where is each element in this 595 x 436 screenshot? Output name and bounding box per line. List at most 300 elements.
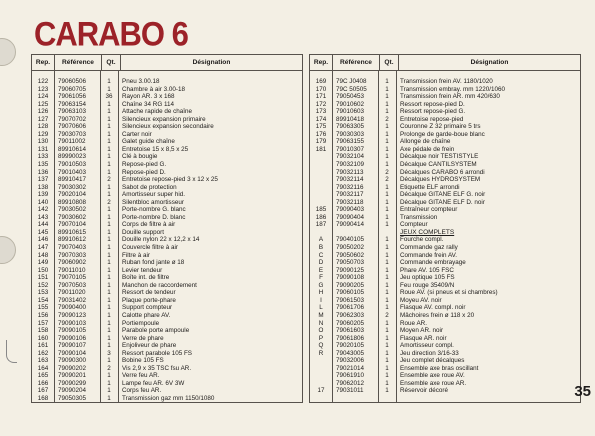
cell-qt: 1 [107, 138, 111, 146]
cell-qt: 1 [385, 244, 389, 252]
table-row [32, 380, 302, 388]
cell-designation: Lampe feu AR. 6V 3W [122, 379, 185, 387]
table-row [310, 116, 580, 124]
cell-ref: 79011010 [58, 266, 86, 274]
cell-designation: Filtre à air [122, 251, 150, 259]
cell-ref: 79C 50505 [336, 85, 367, 93]
table-row [32, 229, 302, 237]
table-row [32, 131, 302, 139]
table-row [32, 161, 302, 169]
cell-designation: Couronne Z 32 primaire 5 trs [400, 123, 481, 131]
cell-rep [310, 191, 332, 199]
cell-rep: 169 [315, 78, 327, 85]
cell-qt: 1 [385, 213, 389, 221]
cell-rep: E [318, 266, 324, 274]
cell-rep [310, 199, 332, 207]
cell-qt: 1 [107, 281, 111, 289]
cell-qt: 1 [107, 327, 111, 335]
cell-qt: 1 [385, 236, 389, 244]
cell-rep: 155 [37, 304, 49, 312]
table-row [32, 395, 302, 403]
cell-rep: 185 [315, 206, 327, 214]
cell-rep: 144 [37, 221, 49, 229]
cell-qt: 36 [105, 93, 113, 101]
cell-rep: 126 [37, 108, 49, 116]
cell-ref: 79090103 [58, 319, 87, 327]
table-row [32, 335, 302, 343]
page-number: 35 [574, 383, 591, 400]
cell-designation: Repose-pied D. [122, 168, 166, 176]
cell-ref: 79063154 [58, 100, 87, 108]
table-row [310, 191, 580, 199]
cell-designation: Parabole porte ampoule [122, 327, 190, 335]
cell-designation: Verre feu AR. [122, 372, 160, 380]
table-row [310, 357, 580, 365]
cell-ref: 79090104 [58, 349, 87, 357]
cell-rep [310, 161, 332, 169]
cell-rep: 156 [37, 311, 49, 319]
table-row [310, 86, 580, 94]
table-row [32, 267, 302, 275]
cell-ref: 79090204 [58, 387, 87, 395]
table-row [310, 274, 580, 282]
cell-rep [310, 184, 332, 192]
cell-ref: 79090105 [58, 327, 87, 335]
cell-qt: 1 [385, 251, 389, 259]
cell-ref: 89910418 [336, 115, 365, 123]
cell-ref: 79060205 [336, 319, 365, 327]
cell-rep: 138 [37, 183, 49, 191]
cell-qt: 1 [385, 342, 389, 350]
cell-rep: D [318, 259, 324, 267]
cell-ref: 79070104 [58, 221, 87, 229]
binder-hole-top [0, 38, 16, 66]
cell-designation: Jeu optique 105 FS [400, 274, 455, 282]
table-row [32, 259, 302, 267]
cell-rep: 175 [315, 123, 327, 131]
cell-qt: 1 [385, 206, 389, 214]
cell-rep: G [318, 281, 324, 289]
cell-designation: Phare AV. 105 FSC [400, 266, 454, 274]
table-row [32, 387, 302, 395]
table-row [32, 252, 302, 260]
cell-qt: 1 [107, 387, 111, 395]
cell-designation: Allonge de chaîne [400, 138, 451, 146]
cell-ref: 79030703 [58, 130, 87, 138]
table-row [310, 101, 580, 109]
table-row [310, 350, 580, 358]
cell-ref: 79090205 [336, 281, 365, 289]
cell-designation: Clé à bougie [122, 153, 158, 161]
cell-rep [310, 357, 332, 365]
cell-rep: 181 [315, 145, 327, 153]
cell-designation: Décalques CARABO 6 arrondi [400, 168, 485, 176]
cell-qt: 1 [107, 296, 111, 304]
cell-qt: 1 [107, 319, 111, 327]
cell-rep: 150 [37, 266, 49, 274]
cell-designation: Galet guide chaîne [122, 138, 175, 146]
cell-rep: C [318, 251, 324, 259]
table-row [310, 282, 580, 290]
cell-qt: 1 [107, 274, 111, 282]
cell-ref: 79050453 [336, 93, 365, 101]
cell-ref: 79090400 [58, 304, 87, 312]
cell-designation: Décalque GITANE ELF G. noir [400, 191, 486, 199]
table-row [310, 221, 580, 229]
table-row [32, 357, 302, 365]
cell-designation: Manchon de raccordement [122, 281, 197, 289]
cell-rep: 172 [315, 100, 327, 108]
cell-designation: Chambre à air 3.00-18 [122, 85, 186, 93]
cell-qt: 2 [385, 115, 389, 123]
cell-rep: N [318, 319, 324, 327]
table-row [310, 146, 580, 154]
cell-designation: Transmission [400, 213, 438, 221]
cell-qt: 1 [107, 168, 111, 176]
cell-qt: 1 [107, 372, 111, 380]
cell-rep: 163 [37, 357, 49, 365]
cell-ref [332, 229, 378, 237]
cell-ref: 79061503 [336, 296, 365, 304]
table-row [310, 108, 580, 116]
table-row [32, 184, 302, 192]
cell-qt: 1 [385, 274, 389, 282]
cell-qt: 1 [385, 93, 389, 101]
cell-qt: 1 [107, 100, 111, 108]
cell-ref: 79032118 [336, 198, 364, 206]
cell-designation: Compteur [400, 221, 428, 229]
cell-qt: 1 [385, 130, 389, 138]
cell-rep: 173 [315, 108, 327, 116]
cell-qt: 1 [385, 334, 389, 342]
cell-rep: I [320, 296, 322, 304]
cell-designation: Bobine 105 FS [122, 357, 164, 365]
cell-ref: 79090404 [336, 213, 365, 221]
cell-ref: 79050305 [58, 394, 87, 402]
cell-designation: Porte-nombre G. blanc [122, 206, 186, 214]
cell-ref: 79020105 [336, 342, 365, 350]
cell-designation: Douille nylon 22 x 12,2 x 14 [122, 236, 200, 244]
cell-designation: Ressort repose-pied D. [400, 100, 465, 108]
cell-rep: 135 [37, 161, 49, 169]
cell-ref: 79070606 [58, 123, 87, 131]
cell-qt: 1 [385, 372, 389, 380]
cell-rep: 140 [37, 198, 49, 206]
table-row [32, 108, 302, 116]
cell-designation: Commande frein AV. [400, 251, 458, 259]
cell-designation: Flasque AR. noir [400, 334, 447, 342]
cell-qt: 1 [107, 228, 111, 236]
cell-ref: 79031402 [58, 296, 87, 304]
cell-designation: Ensemble axe roue AR. [400, 379, 467, 387]
cell-ref: 89910612 [58, 236, 87, 244]
table-row [32, 304, 302, 312]
cell-rep: 131 [37, 145, 49, 153]
cell-rep: 145 [37, 228, 49, 236]
table-row [32, 327, 302, 335]
cell-ref: 89910808 [58, 198, 87, 206]
cell-designation: Flasque AV. compl. noir [400, 304, 466, 312]
cell-designation: Sabot de protection [122, 183, 177, 191]
cell-qt: 1 [107, 221, 111, 229]
cell-ref: 79010403 [58, 168, 87, 176]
cell-qt: 1 [385, 221, 389, 229]
cell-rep [310, 372, 332, 380]
cell-rep [310, 176, 332, 184]
table-row [32, 101, 302, 109]
cell-rep [310, 229, 332, 237]
cell-ref: 79061706 [336, 304, 365, 312]
cell-qt: 1 [107, 334, 111, 342]
cell-rep: 125 [37, 100, 49, 108]
table-row [32, 78, 302, 86]
page-title: CARABO 6 [34, 14, 188, 54]
cell-qt: 1 [107, 379, 111, 387]
cell-ref: 79063155 [336, 138, 365, 146]
cell-ref: 79030602 [58, 213, 87, 221]
cell-designation: Corps feu AR. [122, 387, 162, 395]
cell-rep [310, 169, 332, 177]
cell-ref: 79090125 [336, 266, 365, 274]
header-ref: Référence [55, 55, 102, 70]
cell-qt: 2 [385, 176, 389, 184]
cell-rep: 160 [37, 334, 49, 342]
cell-qt: 1 [385, 387, 389, 395]
cell-qt: 1 [107, 342, 111, 350]
cell-qt: 1 [385, 145, 389, 153]
cell-ref: 79070403 [58, 244, 87, 252]
cell-designation: Portiempoule [122, 319, 160, 327]
cell-ref: 79090202 [58, 364, 87, 372]
table-row [32, 116, 302, 124]
cell-ref: 89910615 [58, 228, 87, 236]
cell-designation: Décalque CANTILSYSTEM [400, 161, 477, 169]
cell-ref: 79011020 [58, 289, 86, 297]
cell-designation: Jeu complet décalques [400, 357, 465, 365]
cell-qt: 2 [385, 311, 389, 319]
table-row [32, 86, 302, 94]
cell-ref: 79032114 [336, 176, 364, 184]
cell-qt: 1 [385, 108, 389, 116]
cell-rep: 161 [37, 342, 49, 350]
cell-rep: 176 [315, 130, 327, 138]
table-row [310, 312, 580, 320]
pencil-mark [6, 340, 17, 363]
cell-rep: 186 [315, 213, 327, 221]
table-row [310, 206, 580, 214]
header-qt: Qt. [102, 55, 121, 70]
cell-rep: 137 [37, 176, 49, 184]
cell-designation: Calotte phare AV. [122, 311, 171, 319]
table-row [32, 350, 302, 358]
cell-designation: Entraîneur compteur [400, 206, 458, 214]
cell-rep [310, 365, 332, 373]
table-row [310, 214, 580, 222]
cell-designation: Décalques HYDROSYSTEM [400, 176, 481, 184]
cell-rep: 17 [317, 387, 325, 395]
cell-qt: 1 [107, 304, 111, 312]
table-row [32, 169, 302, 177]
cell-designation: Entretoise repose-pied 3 x 12 x 25 [122, 176, 218, 184]
cell-rep: 129 [37, 130, 49, 138]
table-row [32, 221, 302, 229]
cell-designation: Transmission frein AV. 1180/1020 [400, 78, 493, 85]
cell-ref: 79031011 [336, 387, 364, 395]
cell-ref: 79011002 [58, 138, 86, 146]
cell-designation: Roue AR. [400, 319, 427, 327]
cell-designation: Ensemble axe bras oscillant [400, 364, 479, 372]
cell-qt: 1 [385, 100, 389, 108]
cell-ref: 79032104 [336, 153, 365, 161]
cell-designation: Jeu direction 3/16-33 [400, 349, 459, 357]
cell-designation: Silentbloc amortisseur [122, 198, 184, 206]
table-row [32, 153, 302, 161]
table-row [310, 184, 580, 192]
table-row [310, 153, 580, 161]
cell-rep: 164 [37, 364, 49, 372]
cell-qt: 1 [385, 327, 389, 335]
cell-ref: 79050202 [336, 244, 365, 252]
table-row [310, 372, 580, 380]
cell-designation: Boîte int. de filtre [122, 274, 170, 282]
cell-rep: 136 [37, 168, 49, 176]
cell-ref: 79030502 [58, 206, 87, 214]
cell-qt: 2 [107, 176, 111, 184]
cell-ref: 79060902 [58, 259, 87, 267]
table-row [32, 176, 302, 184]
cell-qt: 2 [107, 198, 111, 206]
cell-ref: 79070702 [58, 115, 87, 123]
table-row [310, 244, 580, 252]
cell-designation: Support compteur [122, 304, 173, 312]
cell-designation: Chaîne 34 RG 114 [122, 100, 175, 108]
cell-rep: 187 [315, 221, 327, 229]
table-row [32, 312, 302, 320]
cell-designation: Moyen AR. noir [400, 327, 444, 335]
cell-qt: 1 [107, 78, 111, 85]
cell-designation: Enjoliveur de phare [122, 342, 177, 350]
cell-ref: 79032006 [336, 357, 365, 365]
cell-ref: 79020104 [58, 191, 87, 199]
cell-rep: O [318, 327, 324, 335]
cell-rep: 179 [315, 138, 327, 146]
cell-ref: 79061806 [336, 334, 365, 342]
cell-ref: 79090107 [58, 342, 87, 350]
cell-ref: 79090108 [336, 274, 365, 282]
cell-ref: 79063103 [58, 108, 87, 116]
cell-qt: 1 [107, 183, 111, 191]
cell-ref: 79070303 [58, 251, 87, 259]
cell-qt: 1 [385, 183, 389, 191]
header-designation: Désignation [192, 59, 231, 66]
header-qt: Qt. [380, 55, 399, 70]
cell-ref: 89910614 [58, 145, 87, 153]
cell-qt: 1 [107, 289, 111, 297]
cell-designation: Silencieux expansion primaire [122, 115, 206, 123]
table-row [310, 380, 580, 388]
cell-qt: 1 [385, 357, 389, 365]
table-row [310, 123, 580, 131]
cell-qt: 1 [107, 357, 111, 365]
cell-ref: 79021014 [336, 364, 365, 372]
cell-designation: Amortisseur super hid. [122, 191, 185, 199]
cell-ref: 79010603 [336, 108, 365, 116]
cell-ref: 79032116 [336, 183, 364, 191]
cell-qt: 1 [107, 145, 111, 153]
cell-designation: Ressort parabole 105 FS [122, 349, 193, 357]
cell-qt: 1 [107, 206, 111, 214]
cell-qt: 1 [385, 78, 389, 85]
cell-rep: 158 [37, 327, 49, 335]
cell-ref: 79060105 [336, 289, 365, 297]
cell-rep: 166 [37, 379, 49, 387]
cell-ref: 89910417 [58, 176, 87, 184]
cell-rep: 151 [37, 274, 49, 282]
table-row [32, 320, 302, 328]
cell-rep: 165 [37, 372, 49, 380]
rows-left [32, 78, 302, 403]
table-row [310, 289, 580, 297]
cell-designation: Moyeu AV. noir [400, 296, 442, 304]
parts-table-left [31, 54, 303, 403]
cell-qt: 1 [107, 153, 111, 161]
cell-designation: Entretoise repose-pied [400, 115, 464, 123]
cell-ref: 79061603 [336, 327, 365, 335]
cell-designation: Plaque porte-phare [122, 296, 176, 304]
cell-qt [378, 229, 396, 237]
table-row [310, 365, 580, 373]
cell-rep: 157 [37, 319, 49, 327]
cell-designation: Levier tendeur [122, 266, 163, 274]
table-row [32, 274, 302, 282]
cell-ref: 79061910 [336, 372, 365, 380]
cell-rep: Q [318, 342, 324, 350]
cell-ref: 79032117 [336, 191, 364, 199]
cell-ref: 79032113 [336, 168, 364, 176]
cell-rep: H [318, 289, 324, 297]
section-heading-row [310, 229, 580, 237]
cell-ref: 79070503 [58, 281, 87, 289]
table-row [310, 169, 580, 177]
cell-qt: 1 [107, 108, 111, 116]
cell-designation: Commande gaz rally [400, 244, 458, 252]
cell-designation: Repose-pied G. [122, 161, 167, 169]
cell-rep: L [319, 304, 323, 312]
cell-ref: 79062303 [336, 311, 365, 319]
cell-qt: 1 [385, 259, 389, 267]
cell-ref: 79062012 [336, 379, 365, 387]
cell-qt: 1 [107, 236, 111, 244]
cell-designation: Ressort repose-pied G. [400, 108, 466, 116]
cell-qt: 1 [385, 319, 389, 327]
table-row [310, 304, 580, 312]
table-row [310, 93, 580, 101]
cell-designation: Verre de phare [122, 334, 164, 342]
cell-rep [310, 380, 332, 388]
cell-ref: 79030303 [336, 130, 365, 138]
cell-designation: Décalque noir TESTISTYLE [400, 153, 479, 161]
cell-qt: 1 [385, 289, 389, 297]
binder-hole-bottom [0, 236, 16, 264]
cell-designation: Mâchoires frein ø 118 x 20 [400, 311, 475, 319]
cell-qt: 1 [385, 296, 389, 304]
table-row [32, 206, 302, 214]
table-row [310, 199, 580, 207]
cell-ref: 79C J0408 [336, 78, 367, 85]
cell-designation: Carter noir [122, 130, 152, 138]
table-row [32, 289, 302, 297]
table-row [310, 327, 580, 335]
